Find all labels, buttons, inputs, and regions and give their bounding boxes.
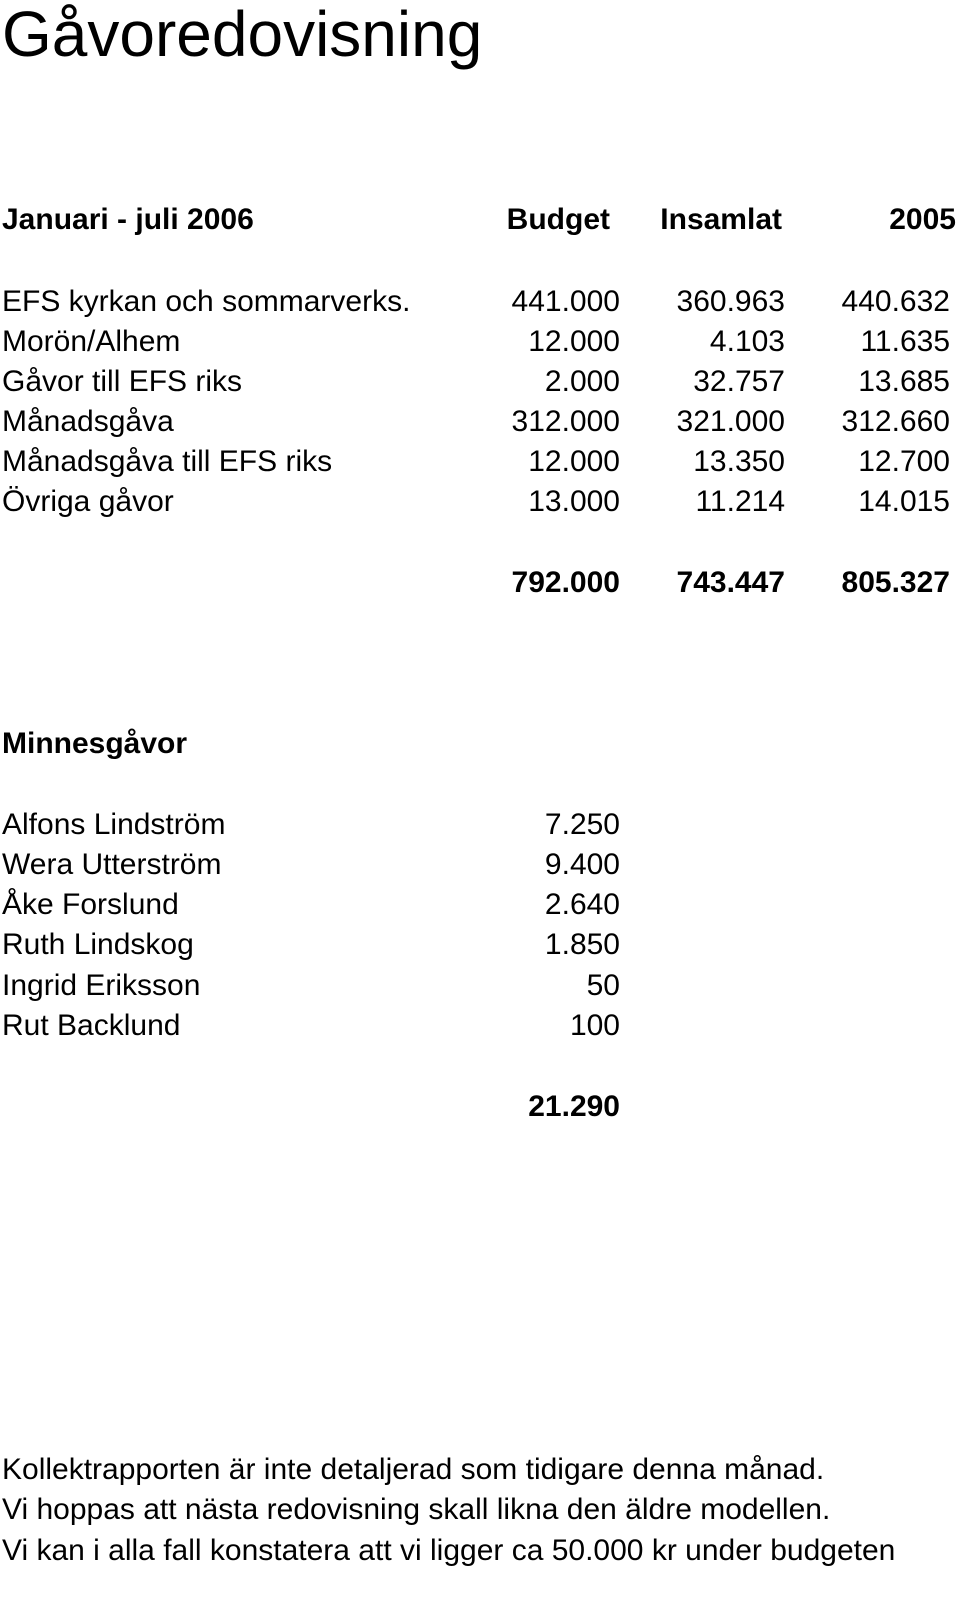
page-title: Gåvoredovisning bbox=[2, 0, 483, 70]
prev-year-value: 312.660 bbox=[841, 405, 950, 438]
budget-value: 312.000 bbox=[511, 405, 620, 438]
table-row bbox=[0, 282, 960, 322]
prev-year-value: 13.685 bbox=[858, 365, 950, 398]
note-line: Vi hoppas att nästa redovisning skall likna den äldre modellen. bbox=[2, 1493, 831, 1526]
donor-name: Alfons Lindström bbox=[2, 808, 226, 841]
row-label: Månadsgåva till EFS riks bbox=[2, 445, 333, 478]
list-item bbox=[0, 885, 960, 925]
collected-value: 4.103 bbox=[709, 325, 785, 358]
column-header-budget: Budget bbox=[506, 203, 610, 236]
row-label: Morön/Alhem bbox=[2, 325, 181, 358]
budget-value: 12.000 bbox=[528, 445, 620, 478]
collected-total: 743.447 bbox=[676, 566, 785, 599]
table-row bbox=[0, 482, 960, 522]
prev-year-total: 805.327 bbox=[841, 566, 950, 599]
column-header-prev-year: 2005 bbox=[889, 203, 956, 236]
memorial-total: 21.290 bbox=[528, 1090, 620, 1123]
collected-value: 321.000 bbox=[676, 405, 785, 438]
table-row bbox=[0, 322, 960, 362]
row-label: EFS kyrkan och sommarverks. bbox=[2, 285, 411, 318]
donor-name: Wera Utterström bbox=[2, 848, 222, 881]
column-header-collected: Insamlat bbox=[660, 203, 782, 236]
memorial-heading-row bbox=[0, 724, 960, 764]
note-line: Vi kan i alla fall konstatera att vi ligger ca 50.000 kr under budgeten bbox=[2, 1534, 896, 1567]
budget-value: 12.000 bbox=[528, 325, 620, 358]
donor-amount: 2.640 bbox=[544, 888, 620, 921]
budget-total: 792.000 bbox=[511, 566, 620, 599]
list-item bbox=[0, 966, 960, 1006]
gifts-totals-row bbox=[0, 563, 960, 603]
donor-amount: 50 bbox=[586, 969, 620, 1002]
donor-name: Åke Forslund bbox=[2, 888, 179, 921]
prev-year-value: 440.632 bbox=[841, 285, 950, 318]
memorial-total-row bbox=[0, 1087, 960, 1127]
table-row bbox=[0, 442, 960, 482]
collected-value: 32.757 bbox=[693, 365, 785, 398]
list-item bbox=[0, 845, 960, 885]
list-item bbox=[0, 1006, 960, 1046]
budget-value: 13.000 bbox=[528, 485, 620, 518]
donor-amount: 9.400 bbox=[544, 848, 620, 881]
donor-amount: 100 bbox=[569, 1009, 620, 1042]
donor-amount: 1.850 bbox=[544, 928, 620, 961]
memorial-heading: Minnesgåvor bbox=[2, 727, 188, 760]
list-item bbox=[0, 925, 960, 965]
gifts-header-row bbox=[0, 200, 960, 240]
donor-amount: 7.250 bbox=[544, 808, 620, 841]
prev-year-value: 12.700 bbox=[858, 445, 950, 478]
row-label: Gåvor till EFS riks bbox=[2, 365, 243, 398]
donor-name: Ingrid Eriksson bbox=[2, 969, 201, 1002]
period-label: Januari - juli 2006 bbox=[2, 203, 254, 236]
budget-value: 441.000 bbox=[511, 285, 620, 318]
table-row bbox=[0, 402, 960, 442]
row-label: Övriga gåvor bbox=[2, 485, 174, 518]
donor-name: Ruth Lindskog bbox=[2, 928, 194, 961]
collected-value: 11.214 bbox=[695, 485, 785, 518]
list-item bbox=[0, 805, 960, 845]
note-line: Kollektrapporten är inte detaljerad som tidigare denna månad. bbox=[2, 1453, 825, 1486]
row-label: Månadsgåva bbox=[2, 405, 174, 438]
prev-year-value: 11.635 bbox=[860, 325, 950, 358]
prev-year-value: 14.015 bbox=[858, 485, 950, 518]
collected-value: 360.963 bbox=[676, 285, 785, 318]
table-row bbox=[0, 362, 960, 402]
collected-value: 13.350 bbox=[693, 445, 785, 478]
budget-value: 2.000 bbox=[544, 365, 620, 398]
donor-name: Rut Backlund bbox=[2, 1009, 181, 1042]
